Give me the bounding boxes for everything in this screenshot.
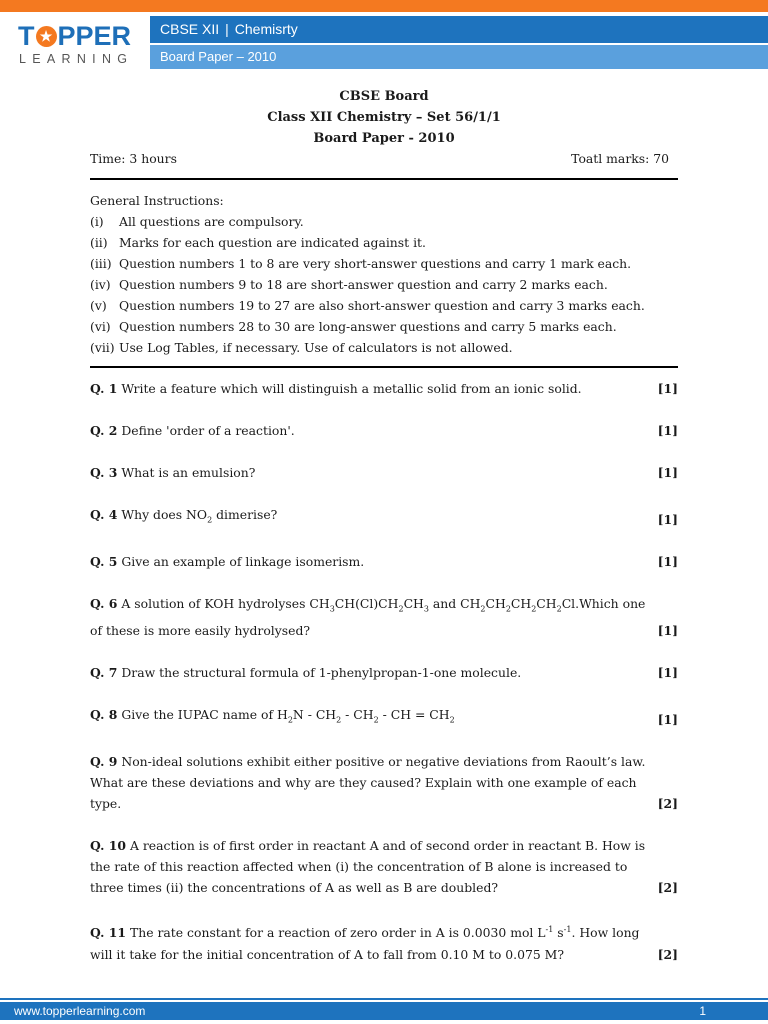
divider (90, 178, 678, 180)
instruction-item: (v) Question numbers 19 to 27 are also short-answer question and carry 3 marks each. (90, 298, 645, 313)
star-icon: ★ (36, 26, 57, 47)
question-text: What is an emulsion? (117, 465, 256, 480)
question-label: Q. 7 (90, 664, 118, 680)
divider (90, 366, 678, 368)
question-11: Q. 11 The rate constant for a reaction of zero order in A is 0.0030 mol $L^{-1}$ $s^{-1}$. How long will it take for the initial concentration of A to fall from 0.10 M to 0.075 M? [2] (90, 919, 678, 964)
question-2 (90, 420, 678, 441)
total-marks: Toatl marks: 70 (571, 151, 669, 166)
question-text: A reaction is of first order in reactant A and of second order in reactant B. How is the rate of this reaction affected when (i) the concentration of B alone is increased to three times (ii) the concentrations of A as well as B are doubled? (90, 838, 646, 896)
question-marks: [2] (657, 946, 678, 962)
instruction-item: (iv) Question numbers 9 to 18 are short-answer question and carry 2 marks each. (90, 277, 608, 292)
question-label: Q. 8 (90, 706, 118, 722)
question-7 (90, 662, 678, 683)
footer-website-link[interactable]: www.topperlearning.com (14, 1004, 146, 1018)
time-marks-row (90, 149, 678, 169)
paper-header-bar (150, 45, 768, 69)
question-label: Q. 6 (90, 596, 118, 612)
board-label: CBSE XII (160, 21, 220, 37)
instruction-item: (ii) Marks for each question are indicated against it. (90, 235, 426, 250)
topper-learning-logo[interactable] (18, 22, 138, 70)
question-marks: [1] (657, 554, 678, 570)
question-marks: [1] (657, 512, 678, 528)
question-marks: [2] (657, 880, 678, 896)
question-marks: [1] (657, 465, 678, 480)
question-5 (90, 551, 678, 572)
question-label: Q. 3 (90, 465, 118, 480)
question-text: Draw the structural formula of 1-phenylpropan-1-one molecule. (117, 664, 522, 680)
instruction-item: (vi) Question numbers 28 to 30 are long-answer questions and carry 5 marks each. (90, 319, 617, 334)
question-label: Q. 2 (90, 423, 118, 438)
logo-wordmark (18, 22, 138, 50)
question-3 (90, 462, 678, 483)
question-9 (90, 751, 678, 814)
question-marks: [1] (657, 664, 678, 680)
question-4: Q. 4 Why does $NO_2$ dimerise? [1] (90, 504, 678, 530)
top-accent-strip (0, 0, 768, 12)
time-allowed: Time: 3 hours (90, 151, 177, 166)
footer-bar (0, 1002, 768, 1020)
general-instructions (90, 190, 678, 358)
question-marks: [2] (657, 796, 678, 812)
question-1 (90, 378, 678, 399)
question-label: Q. 5 (90, 554, 118, 570)
subject-header-bar (150, 16, 768, 43)
question-label: Q. 11 (90, 925, 127, 941)
paper-heading: Board Paper - 2010 (313, 131, 455, 146)
class-heading: Class XII Chemistry – Set 56/1/1 (267, 110, 501, 125)
question-text: Write a feature which will distinguish a metallic solid from an ionic solid. (117, 381, 582, 396)
question-label: Q. 9 (90, 754, 118, 770)
instruction-item: (i) All questions are compulsory. (90, 214, 304, 229)
question-marks: [1] (657, 423, 678, 438)
logo-letter-t: T (18, 21, 35, 51)
question-marks: [1] (657, 712, 678, 728)
header-separator: | (225, 21, 229, 37)
question-10 (90, 835, 678, 898)
instructions-heading: General Instructions: (90, 193, 224, 208)
page-number: 1 (699, 1004, 706, 1018)
logo-subtitle: LEARNING (19, 52, 134, 66)
question-text: Non-ideal solutions exhibit either positive or negative deviations from Raoult’s law. What are these deviations and why are they caused? Explain with one example of each type. (90, 754, 646, 812)
question-8: Q. 8 Give the IUPAC name of $H_2N - CH_2 - CH_2$ - CH = $CH_2$ [1] (90, 704, 678, 730)
logo-letters-pper: PPER (57, 21, 132, 51)
question-6: Q. 6 A solution of KOH hydrolyses $CH_3CH(Cl)CH_2CH_3$ and $CH_2CH_2CH_2CH_2Cl.Which$ one of these is more easily hydrolysed? [1] (90, 593, 678, 640)
question-text: Give an example of linkage isomerism. (117, 554, 365, 570)
board-heading: CBSE Board (339, 89, 429, 104)
question-paper (90, 86, 678, 965)
footer-divider (0, 998, 768, 1000)
instruction-item: (vii) Use Log Tables, if necessary. Use of calculators is not allowed. (90, 340, 513, 355)
question-marks: [1] (657, 622, 678, 638)
question-label: Q. 10 (90, 838, 127, 854)
question-label: Q. 4 (90, 507, 118, 522)
paper-title: Board Paper – 2010 (160, 49, 277, 64)
question-label: Q. 1 (90, 381, 118, 396)
instruction-item: (iii) Question numbers 1 to 8 are very short-answer questions and carry 1 mark each. (90, 256, 632, 271)
question-marks: [1] (657, 381, 678, 396)
question-text: Define 'order of a reaction'. (117, 423, 295, 438)
subject-label: Chemisrty (234, 21, 298, 37)
